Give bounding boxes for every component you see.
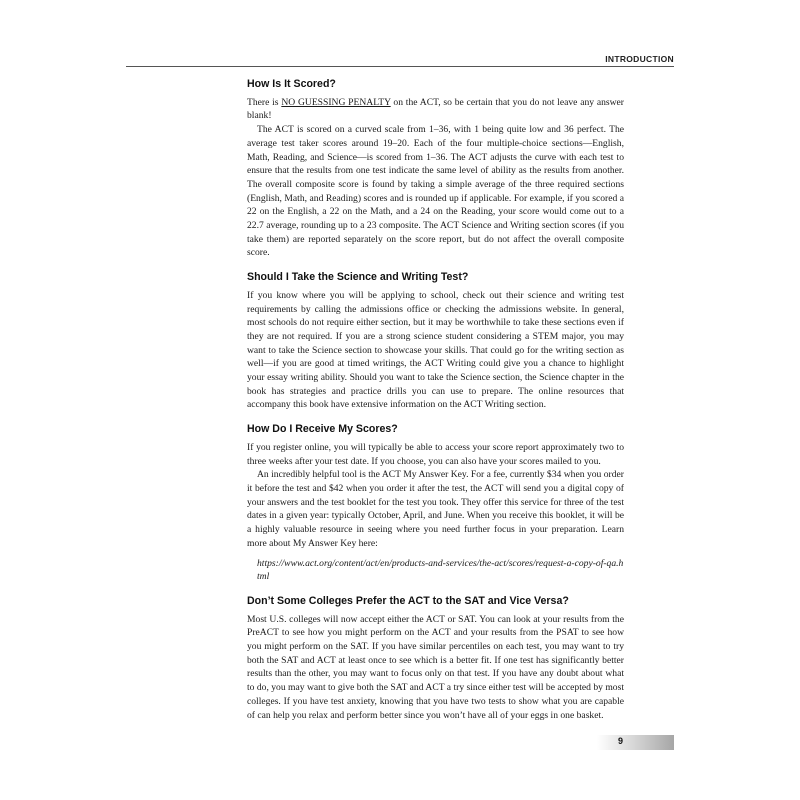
page-body (247, 78, 624, 733)
paragraph: An incredibly helpful tool is the ACT My Answer Key. For a fee, currently $34 when you order it before the test and $42 when you order it after the test, the ACT will send you a digital copy of your answers and the test booklet for the test you took. They offer this service for three of the test dates in a given year: typically October, April, and June. When you receive this booklet, it will be a highly valuable resource in seeing where you need further focus in your preparation. Learn more about My Answer Key here: (247, 469, 624, 549)
section-science-writing (247, 271, 624, 412)
page-number-tab (597, 735, 674, 750)
text-run: on the ACT, so be certain that you do not leave any answer blank! (247, 96, 624, 122)
section-scoring (247, 78, 624, 260)
paragraph: The ACT is scored on a curved scale from 1–36, with 1 being quite low and 36 perfect. The average test taker scores around 19–20. Each of the four multiple-choice sections—English, Math, Reading, and Science—is scored from 1–36. The ACT adjusts the curve with each test to ensure that the results from one test indicate the same level of ability as the results from another. The overall composite score is found by taking a simple average of the three required sections (English, Math, and Reading) scores and is rounded up if applicable. For example, if you scored a 22 on the English, a 22 on the Math, and a 24 on the Reading, your score would come out to a 22.7 average, rounding up to a 23 composite. The ACT Science and Writing section scores (if you take them) are reported separately on the score report, but do not affect the overall composite score. (247, 124, 624, 259)
paragraph: If you know where you will be applying to school, check out their science and writing test requirements by calling the admissions office or checking the admissions website. In general, most schools do not require either section, but it may be worthwhile to take these sections even if they are not required. If you are a strong science student considering a STEM major, you may want to take the Science section to showcase your skills. That could go for the writing section as well—if you are good at timed writings, the ACT Writing could give you a chance to highlight your essay writing ability. Should you want to take the Science section, the Science chapter in the book has strategies and practice drills you can use to prepare. The online resources that accompany this book have extensive information on the ACT Writing section. (247, 289, 624, 411)
paragraph: Most U.S. colleges will now accept either the ACT or SAT. You can look at your results from the PreACT to see how you might perform on the ACT and your results from the PSAT to see how you might perform on the SAT. If you have similar percentiles on each test, you may want to try both the SAT and ACT at least once to see which is a better fit. If one test has significantly better results than the other, you may want to focus only on that test. If you have any doubt about what to do, you may want to give both the SAT and ACT a try since either test will be accepted by most colleges. If you have test anxiety, knowing that you have two tests to show what you are capable of can help you relax and perform better since you won’t have all of your eggs in one basket. (247, 613, 624, 721)
section-act-vs-sat (247, 595, 624, 722)
paragraph: If you register online, you will typically be able to access your score report approximately two to three weeks after your test date. If you choose, you can also have your scores mailed to you. (247, 441, 624, 467)
section-heading: How Is It Scored? (247, 78, 336, 90)
running-head: INTRODUCTION (126, 54, 674, 67)
paragraph (247, 96, 624, 123)
section-heading: How Do I Receive My Scores? (247, 423, 398, 436)
section-heading: Don’t Some Colleges Prefer the ACT to the SAT and Vice Versa? (247, 594, 569, 607)
no-guessing-penalty-emphasis: NO GUESSING PENALTY (281, 96, 391, 108)
section-heading: Should I Take the Science and Writing Test? (247, 271, 469, 284)
answer-key-url: https://www.act.org/content/act/en/products-and-services/the-act/scores/request-a-copy-of-qa.html (257, 557, 624, 583)
section-receive-scores (247, 423, 624, 584)
page-number: 9 (618, 736, 624, 746)
text-run: There is (247, 96, 282, 108)
